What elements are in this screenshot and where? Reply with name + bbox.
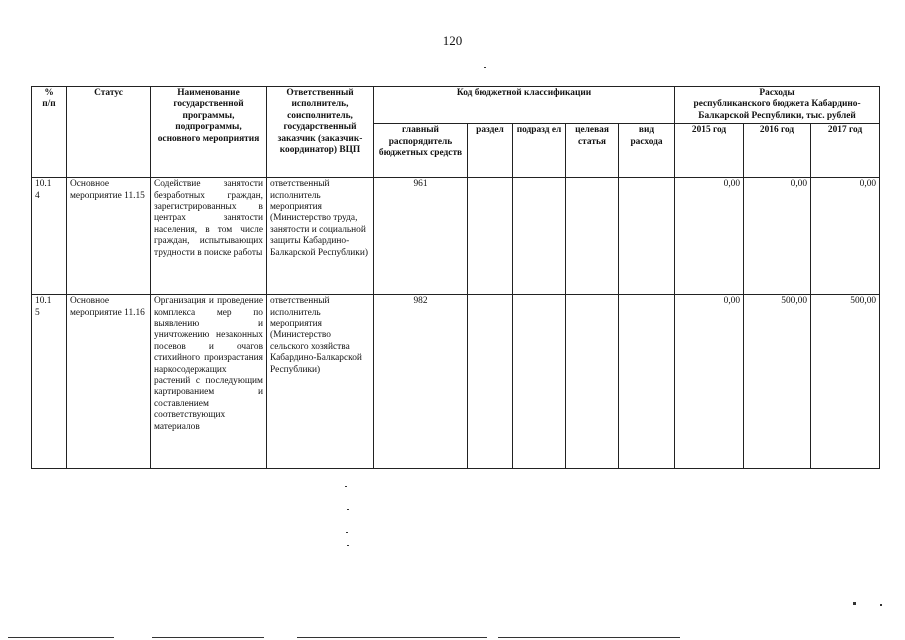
row-expense-type — [619, 295, 675, 469]
bottom-rule — [8, 637, 114, 638]
scan-speck — [346, 532, 348, 533]
row-expense-type — [619, 178, 675, 295]
row-main-manager: 982 — [374, 295, 468, 469]
row-executor: ответственный исполнитель мероприятия (Министерство сельского хозяйства Кабардино-Балкарской Республики) — [267, 295, 374, 469]
header-year-2016: 2016 год — [744, 124, 811, 178]
bottom-rule — [297, 637, 487, 638]
scan-speck — [345, 486, 347, 487]
table-row — [32, 178, 880, 295]
row-main-manager: 961 — [374, 178, 468, 295]
header-budget-code: Код бюджетной классификации — [374, 87, 675, 124]
row-target-article — [566, 295, 619, 469]
header-num: % п/п — [32, 87, 67, 178]
scan-speck — [853, 602, 856, 605]
budget-table — [31, 86, 880, 469]
row-2017: 0,00 — [811, 178, 880, 295]
row-num: 10.1 4 — [32, 178, 67, 295]
header-expense-type: вид расхода — [619, 124, 675, 178]
scan-speck — [347, 509, 349, 510]
scan-speck — [880, 604, 882, 606]
row-subsection — [513, 178, 566, 295]
row-2016: 0,00 — [744, 178, 811, 295]
row-name: Содействие занятости безработных граждан, зарегистрированных в центрах занятости населения, в том числе граждан, испытывающих трудности в поиске работы — [151, 178, 267, 295]
header-name: Наименование государственной программы, подпрограммы, основного мероприятия — [151, 87, 267, 178]
header-executor: Ответственный исполнитель, соисполнитель, государственный заказчик (заказчик-координатор) ВЦП — [267, 87, 374, 178]
row-executor: ответственный исполнитель мероприятия (Министерство труда, занятости и социальной защиты Кабардино-Балкарской Республики) — [267, 178, 374, 295]
table-row — [32, 295, 880, 469]
row-subsection — [513, 295, 566, 469]
scan-speck — [347, 545, 349, 546]
row-status: Основное мероприятие 11.16 — [67, 295, 151, 469]
bottom-rule — [498, 637, 680, 638]
row-2015: 0,00 — [675, 295, 744, 469]
row-2016: 500,00 — [744, 295, 811, 469]
row-section — [468, 295, 513, 469]
row-num: 10.1 5 — [32, 295, 67, 469]
row-name: Организация и проведение комплекса мер по выявлению и уничтожению незаконных посевов и очагов стихийного произрастания наркосодержащих растений с последующим картированием и составлением соответствующих материалов — [151, 295, 267, 469]
page-number: 120 — [442, 33, 463, 48]
header-year-2017: 2017 год — [811, 124, 880, 178]
bottom-rule — [152, 637, 264, 638]
row-status: Основное мероприятие 11.15 — [67, 178, 151, 295]
header-subsection: подразд ел — [513, 124, 566, 178]
row-2017: 500,00 — [811, 295, 880, 469]
header-status: Статус — [67, 87, 151, 178]
row-target-article — [566, 178, 619, 295]
row-2015: 0,00 — [675, 178, 744, 295]
header-main-manager: главный распорядитель бюджетных средств — [374, 124, 468, 178]
header-section: раздел — [468, 124, 513, 178]
scan-speck — [484, 67, 486, 68]
row-section — [468, 178, 513, 295]
header-target-article: целевая статья — [566, 124, 619, 178]
header-row-top — [32, 87, 880, 124]
header-year-2015: 2015 год — [675, 124, 744, 178]
header-expenses: Расходы республиканского бюджета Кабардино-Балкарской Республики, тыс. рублей — [675, 87, 880, 124]
